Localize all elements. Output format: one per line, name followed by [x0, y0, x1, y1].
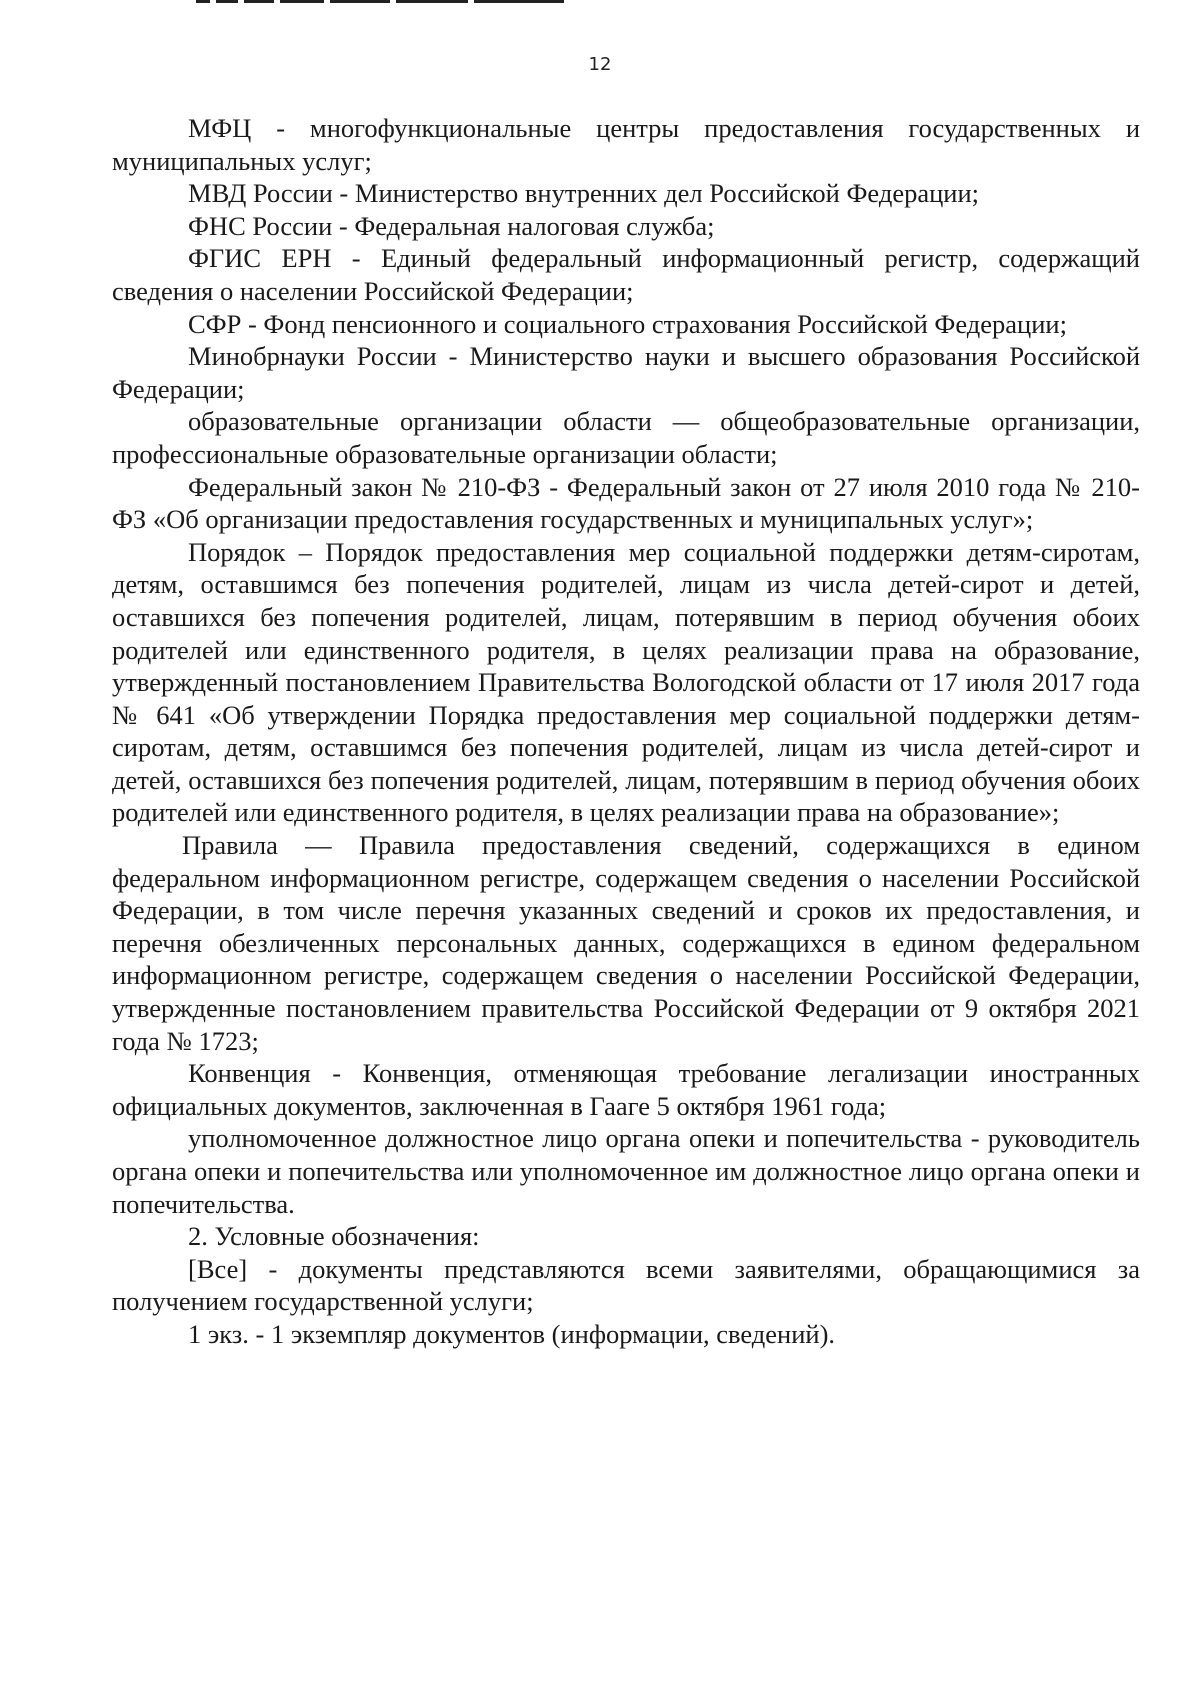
paragraph-minobrnauki: Минобрнауки России - Министерство науки и высшего образования Российской Федерации; [112, 341, 1140, 404]
paragraph-all-applicants: [Все] - документы представляются всеми заявителями, обращающимися за получением государственной услуги; [112, 1253, 1140, 1317]
paragraph-educational-organizations: образовательные организации области — общеобразовательные организации, профессиональные образовательные организации области; [112, 406, 1140, 469]
scan-edge-artifact [196, 0, 636, 4]
document-body [112, 112, 1140, 1351]
paragraph-section-2-heading: 2. Условные обозначения: [188, 1221, 480, 1252]
paragraph-sfr: СФР - Фонд пенсионного и социального страхования Российской Федерации; [188, 308, 1067, 339]
paragraph-fgis-ern: ФГИС ЕРН - Единый федеральный информационный регистр, содержащий сведения о населении Российской Федерации; [112, 243, 1140, 306]
paragraph-poryadok: Порядок – Порядок предоставления мер социальной поддержки детям-сиротам, детям, оставшимся без попечения родителей, лицам из числа детей-сирот и детей, оставшихся без попечения родителей, лицам, потерявшим в период обучения обоих родителей или единственного родителя, в целях реализации права на образование, утвержденный постановлением Правительства Вологодской области от 17 июля 2017 года № 641 «Об утверждении Порядка предоставления мер социальной поддержки детям-сиротам, детям, оставшимся без попечения родителей, лицам из числа детей-сирот и детей, оставшихся без попечения родителей, лицам, потерявшим в период обучения обоих родителей или единственного родителя, в целях реализации права на образование»; [112, 536, 1140, 828]
paragraph-federal-law: Федеральный закон № 210-ФЗ - Федеральный закон от 27 июля 2010 года № 210-ФЗ «Об организации предоставления государственных и муниципальных услуг»; [112, 471, 1140, 535]
paragraph-pravila: Правила — Правила предоставления сведений, содержащихся в едином федеральном информационном регистре, содержащем сведения о населении Российской Федерации, в том числе перечня указанных сведений и сроков их предоставления, и перечня обезличенных персональных данных, содержащихся в едином федеральном информационном регистре, содержащем сведения о населении Российской Федерации, утвержденные постановлением правительства Российской Федерации от 9 октября 2021 года № 1723; [112, 830, 1140, 1056]
paragraph-authorized-official: уполномоченное должностное лицо органа опеки и попечительства - руководитель органа опеки и попечительства или уполномоченное им должностное лицо органа опеки и попечительства. [112, 1123, 1140, 1219]
paragraph-mfc: МФЦ - многофункциональные центры предоставления государственных и муниципальных услуг; [112, 113, 1140, 176]
paragraph-fns: ФНС России - Федеральная налоговая служба; [188, 210, 715, 241]
paragraph-mvd: МВД России - Министерство внутренних дел Российской Федерации; [188, 178, 980, 209]
paragraph-one-copy: 1 экз. - 1 экземпляр документов (информации, сведений). [188, 1318, 836, 1349]
paragraph-konventsiya: Конвенция - Конвенция, отменяющая требование легализации иностранных официальных документов, заключенная в Гааге 5 октября 1961 года; [112, 1058, 1140, 1121]
page-number: 12 [588, 54, 612, 75]
